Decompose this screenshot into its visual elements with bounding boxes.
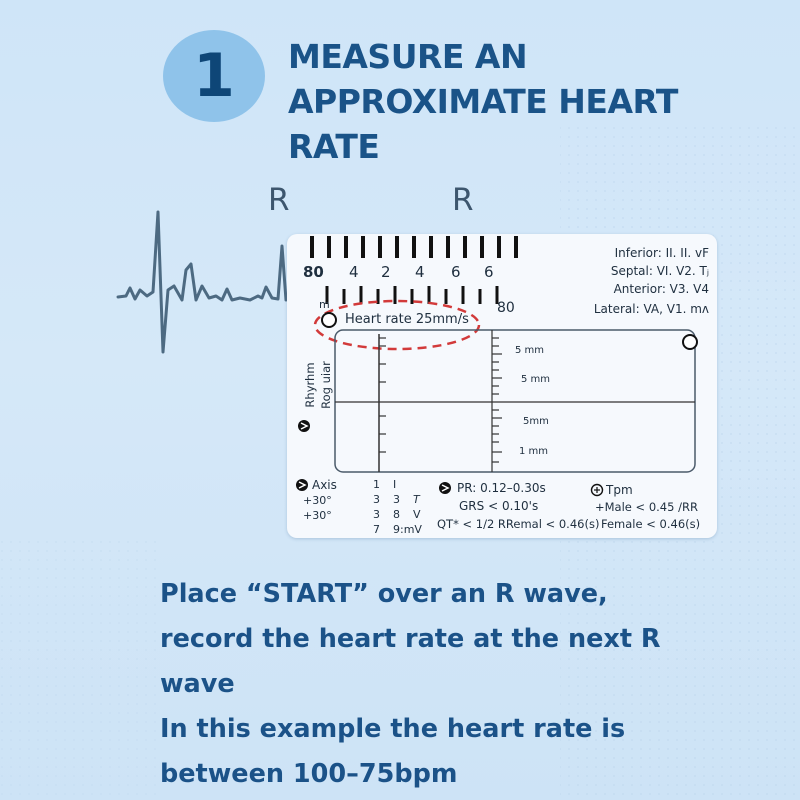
axis-grid-cell: V <box>413 508 421 521</box>
tpm-label: Tpm <box>606 483 633 497</box>
axis-label: Axis <box>312 478 337 492</box>
instruction-line: Place “START” over an R wave, <box>160 579 608 609</box>
scale-mark-label: 5 mm <box>515 345 545 356</box>
ruler-number: 80 <box>303 263 324 281</box>
instruction-line: In this example the heart rate is <box>160 714 626 744</box>
axis-grid-cell: 9:mV <box>393 523 422 536</box>
axis-grid-cell: 8 <box>393 508 400 521</box>
axis-grid-cell: T <box>413 493 420 506</box>
axis-grid-cell: 3 <box>373 493 380 506</box>
instruction-line: record the heart rate at the next R <box>160 624 661 654</box>
regular-label: Rog uiar <box>319 361 333 409</box>
title-line: MEASURE AN <box>288 37 528 76</box>
instruction-line: between 100–75bpm <box>160 759 458 789</box>
scale-mark-label: 1 mm <box>519 446 549 457</box>
instruction-text <box>160 572 760 797</box>
lead-septal: Septal: VI. V2. Tⱼ <box>610 264 709 278</box>
ruler-end-label: 80 <box>497 300 515 316</box>
axis-grid-cell: I <box>393 478 397 491</box>
ruler-number: 4 <box>349 263 359 281</box>
ecg-waveform <box>118 212 286 352</box>
title-line: RATE <box>288 127 380 166</box>
ruler-mark: m <box>319 298 330 311</box>
tpm-male: +Male < 0.45 /RR <box>595 500 698 514</box>
r-wave-label-1: R <box>268 182 290 218</box>
pr-interval: PR: 0.12–0.30s <box>457 481 546 495</box>
lead-lateral: Lateral: VA, V1. mʌ <box>593 302 709 316</box>
ruler-number: 2 <box>381 263 391 281</box>
axis-value: +30° <box>303 509 332 522</box>
ecg-ruler-card <box>287 234 717 538</box>
r-wave-label-2: R <box>452 182 474 218</box>
axis-grid-cell: 7 <box>373 523 380 536</box>
qt-interval: QT* < 1/2 RRemal < 0.46(s) <box>437 517 600 531</box>
instruction-line: wave <box>160 669 235 699</box>
axis-grid-cell: 3 <box>393 493 400 506</box>
axis-grid-cell: 3 <box>373 508 380 521</box>
scale-mark-label: 5 mm <box>521 374 551 385</box>
tpm-female: Female < 0.46(s) <box>601 517 701 531</box>
lead-inferior: Inferior: II. II. vF <box>614 246 709 260</box>
rhythm-label: Rhyrhm <box>303 362 317 408</box>
ruler-number: 6 <box>451 263 461 281</box>
ruler-number: 6 <box>484 263 494 281</box>
axis-grid-cell: 1 <box>373 478 380 491</box>
step-number: 1 <box>193 41 235 111</box>
scale-mark-label: 5mm <box>523 416 549 427</box>
heart-rate-label: Heart rate 25mm/s <box>345 312 469 327</box>
grs-interval: GRS < 0.10's <box>459 499 539 513</box>
axis-value: +30° <box>303 494 332 507</box>
lead-anterior: Anterior: V3. V4 <box>613 282 709 296</box>
ruler-number: 4 <box>415 263 425 281</box>
title-line: APPROXIMATE HEART <box>288 82 678 121</box>
